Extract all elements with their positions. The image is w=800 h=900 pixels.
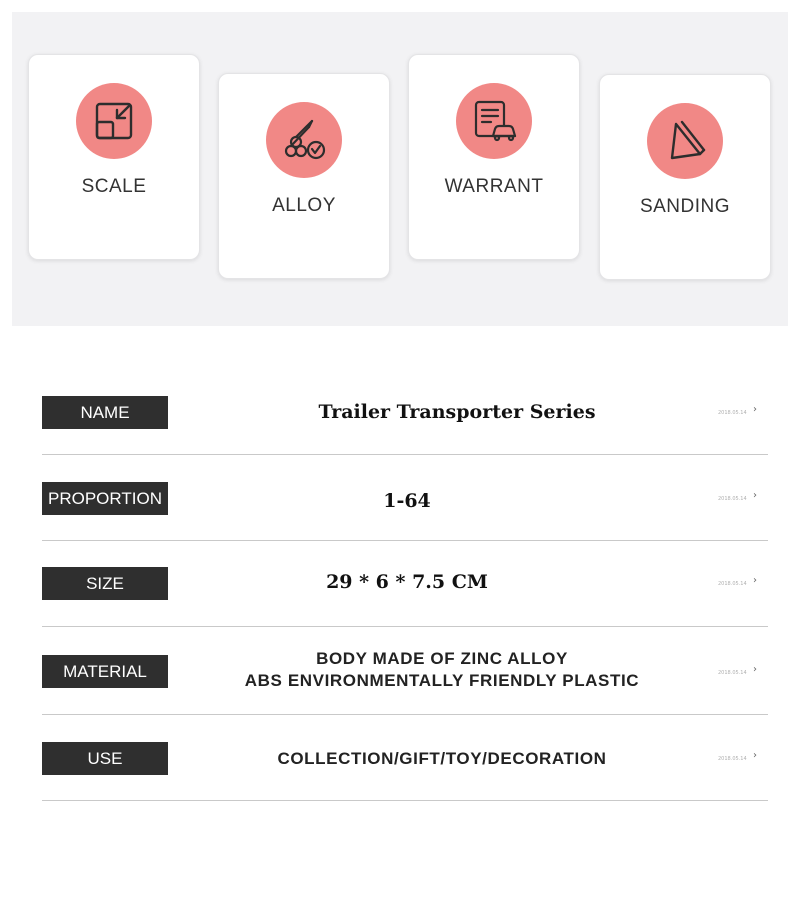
spec-row-proportion <box>42 482 768 522</box>
spec-date: 2018.05.14 <box>718 756 747 762</box>
row-divider <box>42 714 768 715</box>
feature-label: SANDING <box>639 196 731 217</box>
feature-label: WARRANT <box>444 176 544 197</box>
spec-date: 2018.05.14 <box>718 581 747 587</box>
spec-value: Trailer Transporter Series <box>318 401 596 423</box>
row-divider <box>42 540 768 541</box>
row-divider <box>42 626 768 627</box>
chevron-right-icon[interactable]: › <box>753 750 757 761</box>
feature-label: SCALE <box>81 176 147 197</box>
spec-value: COLLECTION/GIFT/TOY/DECORATION <box>277 749 607 768</box>
spec-key: PROPORTION <box>42 482 168 515</box>
sanding-icon <box>647 103 723 179</box>
feature-label: ALLOY <box>272 195 336 216</box>
chevron-right-icon[interactable]: › <box>753 490 757 501</box>
spec-row-name <box>42 396 768 436</box>
feature-card-warranty <box>408 54 580 260</box>
spec-key: SIZE <box>42 567 168 600</box>
spec-value-line-1: BODY MADE OF ZINC ALLOY <box>316 649 568 668</box>
spec-date: 2018.05.14 <box>718 410 747 416</box>
row-divider <box>42 800 768 801</box>
scale-icon <box>76 83 152 159</box>
chevron-right-icon[interactable]: › <box>753 575 757 586</box>
chevron-right-icon[interactable]: › <box>753 664 757 675</box>
spec-date: 2018.05.14 <box>718 670 747 676</box>
spec-key: MATERIAL <box>42 655 168 688</box>
feature-card-scale <box>28 54 200 260</box>
spec-value: 1-64 <box>383 490 431 512</box>
spec-row-size <box>42 567 768 607</box>
spec-row-use <box>42 742 768 782</box>
spec-key: NAME <box>42 396 168 429</box>
alloy-icon <box>266 102 342 178</box>
chevron-right-icon[interactable]: › <box>753 404 757 415</box>
spec-key: USE <box>42 742 168 775</box>
warranty-icon <box>456 83 532 159</box>
feature-card-sanding <box>599 74 771 280</box>
feature-card-alloy <box>218 73 390 279</box>
spec-value-line-2: ABS ENVIRONMENTALLY FRIENDLY PLASTIC <box>244 671 640 690</box>
spec-value: 29 * 6 * 7.5 CM <box>326 571 488 593</box>
row-divider <box>42 454 768 455</box>
spec-date: 2018.05.14 <box>718 496 747 502</box>
spec-row-material <box>42 648 768 708</box>
